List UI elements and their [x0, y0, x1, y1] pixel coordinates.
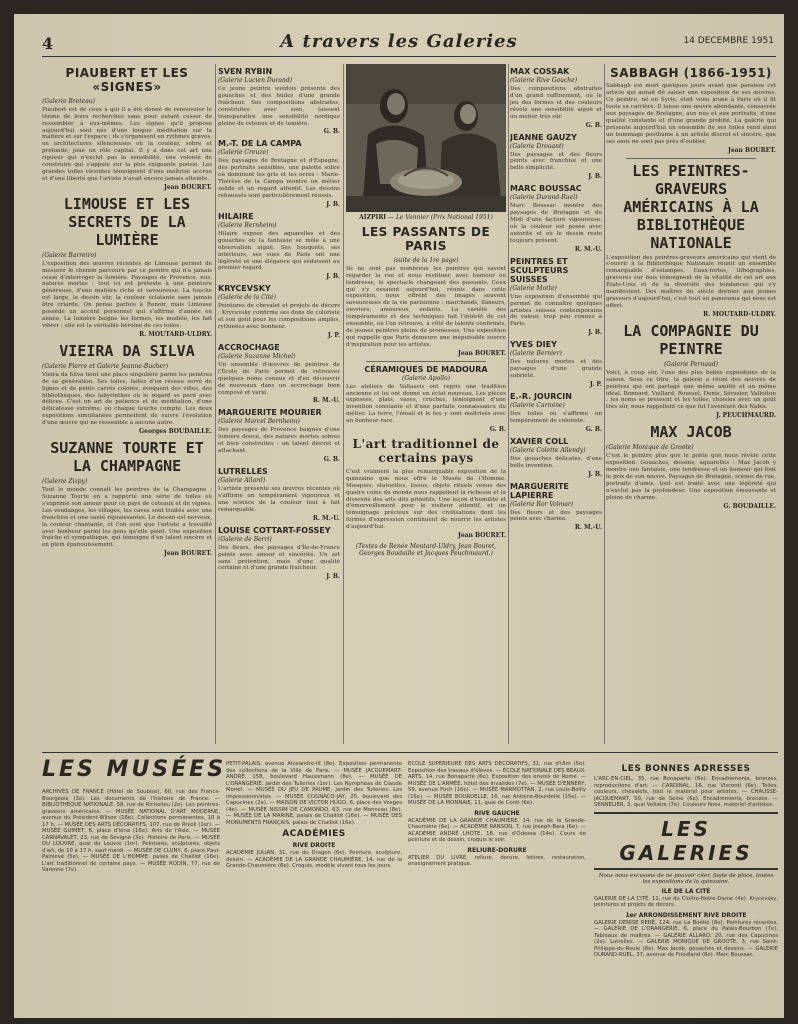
article-signature: G. B.	[489, 426, 506, 434]
article-signature: Georges BOUDAILLE.	[139, 428, 212, 436]
column-2	[218, 64, 340, 747]
article-signature: Jean BOURET.	[728, 146, 776, 154]
painting-illustration	[346, 64, 506, 212]
rive-gauche-listing: ACADÉMIE DE LA GRANDE CHAUMIÈRE, 14, rue de la Grande-Chaumière (6e). — ACADÉMIE RANSON, 7, rue Joseph-Bara (6e). — ACADÉMIE ANDRÉ LHOTE, 18, rue d'Odessa (14e). Cours de peinture et de dessin, croquis le soir.	[408, 817, 586, 843]
article-signature: J. PEUCHMAURD.	[716, 412, 776, 420]
article-gallery: (Galerie Monique de Groote)	[606, 444, 694, 452]
article-signature: Jean BOURET.	[458, 532, 506, 540]
notice-lutrelles	[218, 467, 340, 522]
issue-date: 14 DECEMBRE 1951	[683, 36, 774, 46]
article-body: Sabbagh est mort quelques jours avant que paraisse cet article qui aurait dû saluer une exposition de ses œuvres. Ce peintre, né en Syrie, était venu jeune à Paris où il fit toute sa carrière. Il laisse une œuvre abondante, consacrée aux paysages de Bretagne, aux nus et aux portraits, d'une qualité constante et d'une grande probité. La galerie qui présente aujourd'hui un ensemble de ses toiles rend ainsi un hommage posthume à un artiste discret et sincère, que ses amis ne sont pas près d'oublier.	[606, 83, 776, 145]
article-gallery: (Galerie Pierre et Galerie Jeanne-Bucher)	[42, 362, 169, 370]
newspaper-page	[14, 14, 784, 1018]
notice-signature: R. M.-U.	[312, 397, 340, 405]
notice-gallery: (Galerie Suzanne Michel)	[218, 352, 296, 360]
separator	[626, 158, 756, 159]
notice-body: L'artiste présente ses œuvres récentes où s'affirme un tempérament vigoureux et une science de la couleur tout à fait remarquable.	[218, 486, 340, 513]
notice-title: PEINTRES ET SCULPTEURS SUISSES	[510, 256, 569, 284]
article-peintres-graveurs	[606, 162, 776, 318]
notice-signature: G. B.	[585, 121, 602, 129]
article-body: Tout le monde connaît les peintres de la Champagne ; Suzanne Tourte en a rapporté une série de toiles où s'exprime son amour pour ce pays de coteaux et de vignes. Les vendanges, les villages, les caves sont traités avec une franchise et une santé réjouissantes. Le dessin est nerveux, la couleur chantante, et l'on sent que l'artiste a travaillé avec bonheur parmi les gens qu'elle peint. Une exposition fraîche et sympathique, qui témoigne d'un talent sincère et en plein épanouissement.	[42, 487, 212, 549]
academies-listing: ACADÉMIE JULIAN, 31, rue du Dragon (6e). Peinture, sculpture, dessin. — ACADÉMIE DE LA GRANDE CHAUMIÈRE, 14, rue de la Grande-Chaumière (6e). Croquis, modèle vivant tous les jours.	[226, 850, 402, 869]
notice-title: E.-R. JOURCIN	[510, 391, 572, 401]
arrondissement-listing: GALERIE DENISE RENÉ, 124, rue La Boétie (8e). Peintures récentes. — GALERIE DE L'ORANGERIE, 6, place du Palais-Bourbon (7e). Tableaux de maîtres. — GALERIE ALLARD, 20, rue des Capucines (2e). Lutrelles. — GALERIE MONIQUE DE GROOTE, 3, rue Saint-Philippe-du-Roule (8e). Max Jacob, gouaches et dessins. — GALERIE DURAND-RUEL, 37, avenue de Friedland (8e). Marc Boussac.	[594, 919, 778, 958]
bonnes-adresses-title: LES BONNES ADRESSES	[621, 764, 751, 774]
article-suzanne-tourte	[42, 439, 212, 557]
notice-gallery: (Galerie Bernheim)	[218, 221, 277, 229]
notice-signature: G. B.	[585, 425, 602, 433]
notice-body: Des paysages et des fleurs peints avec franchise et une belle simplicité.	[510, 151, 602, 172]
notice-signature: R. M.-U.	[312, 514, 340, 522]
reliure-listing: ATELIER DU LIVRE, reliure, dorure, lettres, restauration, enseignement pratique.	[408, 854, 586, 867]
article-body: Voici, à coup sûr, l'une des plus belles expositions de la saison. Sous ce titre, la galerie a réuni des œuvres de peintres qui ont partagé une même amitié et un même idéal. Bonnard, Vuillard, Roussel, Denis, Sérusier, Vallotton : les noms se pressent et les toiles, choisies avec un goût très sûr, nous rappellent ce que fut l'aventure des Nabis.	[606, 369, 776, 411]
notice-max-cossak	[510, 67, 602, 129]
notice-body: Peintures de chevalet et projets de décors : Krycevsky confirme ses dons de coloriste et son goût pour les compositions amples, rythmées avec bonheur.	[218, 303, 340, 331]
notice-marc-boussac	[510, 184, 602, 252]
notice-body: Des toiles où s'affirme un tempérament de coloriste.	[510, 410, 602, 424]
galeries-title: LES GALERIES	[619, 816, 753, 865]
notice-title: ACCROCHAGE	[218, 342, 280, 352]
header-rule	[42, 56, 776, 57]
notice-signature: G. B.	[323, 456, 340, 464]
article-gallery: (Galerie Zizpy)	[42, 478, 88, 486]
notice-signature: J. B.	[326, 273, 340, 281]
article-signature: R. MOUTARD-ULDRY.	[703, 310, 776, 318]
notice-title: KRYCEVSKY	[218, 284, 271, 294]
painting-caption	[346, 214, 506, 221]
article-gallery: (Galerie Pernaud)	[663, 360, 719, 368]
column-3	[346, 64, 506, 747]
notice-body: Des paysages de Provence baignés d'une lumière douce, des natures mortes sobres et bien construites : un talent discret et attachant.	[218, 427, 340, 455]
notice-signature: J. B.	[326, 200, 340, 208]
notice-title: SVEN RYBIN	[218, 67, 273, 76]
notice-marguerite-lapierre	[510, 482, 602, 532]
notice-gallery: (Galerie Lucien Durand)	[218, 77, 293, 84]
notice-gallery: (Galerie Carmine)	[510, 401, 565, 409]
notice-gallery: (Galerie de Berri)	[218, 535, 272, 543]
article-body: Ils ne sont pas nombreux les peintres qui savent regarder la rue et nous restituer, avec humour ou tendresse, le spectacle changeant des passants. Ceux qui s'y essaient aujourd'hui, réunis dans cette exposition, nous offrent des images souvent savoureuses de la vie parisienne : marchands, flâneurs, ouvriers, amoureux, enfants. La variété des tempéraments et des techniques fait l'intérêt de cet ensemble, où l'on retrouve, à côté de talents confirmés, de jeunes peintres pleins de promesses. Une exposition qui rappelle que Paris demeure une inépuisable source d'inspiration pour les artistes.	[346, 265, 506, 348]
ile-de-la-cite-title: ILE DE LA CITÉ	[661, 887, 711, 895]
article-gallery: (Galerie Breteau)	[42, 97, 95, 105]
notice-yves-diey	[510, 340, 602, 388]
notice-gallery: (Galerie Durand-Ruel)	[510, 194, 578, 202]
notice-marguerite-mourier	[218, 408, 340, 463]
notice-signature: J. B.	[326, 573, 340, 581]
musees-listing: ARCHIVES DE FRANCE (Hôtel de Soubise), 60, rue des Francs-Bourgeois (3e). Les documents de l'histoire de France. — BIBLIOTHÈQUE NATIONALE, 58, rue de Richelieu (2e). Les peintres-graveurs américains. — MUSÉE NATIONAL D'ART MODERNE, avenue du Président-Wilson (16e). Collections permanentes, 10 à 17 h. — MUSÉE DES ARTS DÉCORATIFS, 107, rue de Rivoli (1er). — MUSÉE GUIMET, 6, place d'Iéna (16e). Arts de l'Asie. — MUSÉE CARNAVALET, 23, rue de Sévigné (3e). Histoire de Paris. — MUSÉE DU LOUVRE, quai du Louvre (1er). Peintures, sculptures, objets d'art, de 10 à 17 h, sauf mardi. — MUSÉE DE CLUNY, 6, place Paul-Painlevé (5e). — MUSÉE DE L'HOMME, palais de Chaillot (16e). L'art traditionnel de certains pays. — MUSÉE RODIN, 77, rue de Varenne (7e).	[42, 789, 220, 873]
article-piaubert	[42, 66, 212, 191]
article-title: VIEIRA DA SILVA	[59, 341, 195, 360]
notice-title: MARGUERITE MOURIER	[218, 408, 322, 418]
musees-title: LES MUSÉES	[42, 757, 227, 782]
authors-note: (Textes de Renée Moutard-Uldry, Jean Bouret, Georges Boudaille et Jacques Peuchmaurd.)	[355, 543, 497, 558]
article-max-jacob	[606, 423, 776, 509]
page-number: 4	[42, 34, 54, 53]
article-title: SUZANNE TOURTE ET LA CHAMPAGNE	[50, 439, 204, 476]
notice-body: Marc Boussac montre des paysages de Bretagne et du Midi d'une facture vigoureuse, où la couleur est posée avec autorité et où le dessin reste toujours présent.	[510, 203, 602, 244]
notice-de-la-campa	[218, 139, 340, 207]
page-header	[14, 14, 784, 53]
article-title: CÉRAMIQUES DE MADOURA	[364, 364, 488, 374]
article-signature: Jean BOURET.	[164, 550, 212, 558]
article-gallery: (Galerie Barreiro)	[42, 251, 97, 259]
column-4	[510, 64, 602, 747]
notice-signature: J. P.	[589, 380, 602, 388]
notice-body: Une exposition d'ensemble qui permet de connaître quelques artistes suisses contemporains de valeur, trop peu connus à Paris.	[510, 293, 602, 328]
article-body: L'exposition des œuvres récentes de Limouse permet de mesurer le chemin parcouru par ce peintre qui n'a jamais cessé d'interroger la lumière. Paysages de Provence, nus, natures mortes : tout ici est prétexte à une peinture généreuse, d'une matière riche et savoureuse. La touche est large, le dessin sûr, la couleur éclatante sans jamais être criarde. On pense parfois à Renoir, mais Limouse possède un accent personnel qui s'affirme d'année en année. La lumière baigne les formes, les modèle, les fait vibrer ; elle est la véritable héroïne de ces toiles.	[42, 260, 212, 329]
notice-body: Des gouaches délicates, d'une belle invention.	[510, 455, 602, 469]
column-divider	[604, 64, 605, 744]
ile-de-la-cite-listing: GALERIE DE LA CITÉ, 11, rue du Cloître-Notre-Dame (4e). Krycevsky, peintures et projets de décors.	[594, 895, 778, 908]
article-body: Les ateliers de Vallauris ont repris une tradition ancienne et lui ont donné un éclat nouveau. Les pièces exposées, plats, vases, cruches, témoignent d'une invention constante et d'une parfaite connaissance du métier. La terre, l'émail et le feu y sont maîtrisés avec un bonheur rare.	[346, 383, 506, 425]
reliure-title: RELIURE-DORURE	[467, 846, 527, 854]
notice-krycevsky	[218, 284, 340, 339]
notice-gallery: (Galerie Colette Allendy)	[510, 446, 586, 454]
musees-listing: ÉCOLE SUPÉRIEURE DES ARTS DÉCORATIFS, 31, rue d'Ulm (5e). Exposition des travaux d'élèves. — ÉCOLE NATIONALE DES BEAUX-ARTS, 14, rue Bonaparte (6e). Exposition des envois de Rome. — MUSÉE DE L'ARMÉE, hôtel des Invalides (7e). — MUSÉE D'ENNERY, 59, avenue Foch (16e). — MUSÉE MARMOTTAN, 2, rue Louis-Boilly (16e). — MUSÉE BOURDELLE, 16, rue Antoine-Bourdelle (15e). — MUSÉE DE LA MONNAIE, 11, quai de Conti (6e).	[408, 761, 586, 806]
notice-signature: R. M.-U.	[574, 524, 602, 532]
listings-column-3	[408, 761, 586, 1013]
arrondissement-title: 1er ARRONDISSEMENT RIVE DROITE	[625, 911, 747, 919]
notice-title: HILAIRE	[218, 211, 254, 221]
notice-jeanne-gauzy	[510, 133, 602, 181]
article-title: LA COMPAGNIE DU PEINTRE	[623, 321, 759, 358]
column-divider	[343, 64, 344, 744]
article-body: Piaubert est de ceux à qui il a été donné de renouveler le thème de leurs recherches sans pour autant cesser de ressembler à eux-mêmes. Les signes qu'il propose aujourd'hui sont nés d'une longue méditation sur la matière et sur l'espace ; ils s'organisent en rythmes graves, en architectures silencieuses où la couleur, sobre et profonde, joue un rôle capital. Il y a dans cet art une rigueur qui n'exclut pas la sensibilité, une volonté de construire qui s'appuie sur la plus exigeante poésie. Les grandes toiles récentes témoignent d'une maîtrise accrue et d'une liberté que l'artiste n'avait encore jamais atteinte.	[42, 106, 212, 182]
notice-signature: J. B.	[588, 173, 602, 181]
article-compagnie-du-peintre	[606, 322, 776, 419]
painting-image	[346, 64, 506, 212]
caption-title: — Le Vannier (Prix National 1951)	[388, 214, 493, 221]
notice-gallery: (Galerie Bernier)	[510, 350, 562, 358]
rive-gauche-title: RIVE GAUCHE	[474, 809, 520, 817]
galeries-note: Nous nous excusons de ne pouvoir citer, faute de place, toutes les expositions de la quinzaine.	[598, 872, 774, 885]
column-1	[42, 64, 212, 747]
notice-body: Des fleurs et des paysages peints avec charme.	[510, 509, 602, 523]
column-5	[606, 64, 776, 747]
article-title: MAX JACOB	[650, 423, 732, 442]
notice-body: Des fleurs, des paysages d'Île-de-France peints avec amour et sincérité. Un art sans prétention, mais d'une qualité certaine et d'une grande fraîcheur.	[218, 544, 340, 572]
notice-gallery: (Galerie de la Cité)	[218, 294, 276, 302]
notice-title: XAVIER COLL	[510, 436, 569, 446]
listings-column-4	[594, 761, 778, 1013]
article-signature: G. BOUDAILLE.	[723, 502, 776, 510]
article-madoura	[346, 365, 506, 433]
notice-body: Un ensemble d'œuvres de peintres de l'École de Paris permet de retrouver quelques noms connus et d'en découvrir de nouveaux dans un accrochage bien composé et varié.	[218, 361, 340, 396]
notice-title: MARGUERITE LAPIERRE	[510, 481, 569, 500]
notice-gallery: (Galerie Marcel Bernheim)	[218, 418, 300, 426]
article-title: PIAUBERT ET LES «SIGNES»	[65, 66, 189, 95]
notice-peintres-suisses	[510, 257, 602, 337]
notice-signature: R. M.-U.	[574, 245, 602, 253]
article-limouse	[42, 195, 212, 338]
galeries-banner	[594, 812, 778, 870]
notice-title: MARC BOUSSAC	[510, 184, 582, 194]
notice-gallery: (Galerie Allard)	[218, 477, 266, 485]
article-signature: Jean BOURET.	[458, 349, 506, 357]
notice-gallery: (Galerie Motte)	[510, 284, 557, 292]
notice-gallery: (Galerie Drouant)	[510, 142, 564, 150]
listings-section	[42, 752, 778, 1014]
article-vieira-da-silva	[42, 342, 212, 435]
notice-body: Des natures mortes et des paysages d'une grande sobriété.	[510, 359, 602, 380]
notice-body: Des paysages de Bretagne et d'Espagne, des portraits sensibles, une palette sobre où dominent les gris et les ocres : Marie-Thérèse de la Campa montre un métier solide et un regard attentif. Les dessins rehaussés sont particulièrement réussis.	[218, 158, 340, 199]
notice-title: LOUISE COTTART-FOSSEY	[218, 525, 331, 535]
bonnes-adresses-listing: L'ARC-EN-CIEL, 35, rue Bonaparte (6e). Encadrements, bronzes, reproductions d'art. — CARDINAL, 16, rue Visconti (6e). Toiles, couleurs, chevalets, tout le matériel pour artistes. — CHAUSSE-JACQUEMART, 50, rue de Seine (6e). Encadrements, bronzes. — SENNELIER, 3, quai Voltaire (7e). Couleurs fines, matériel d'artistes.	[594, 776, 778, 808]
notice-signature: J. B.	[588, 470, 602, 478]
article-signature: R. MOUTARD-ULDRY.	[139, 330, 212, 338]
article-title: LES PASSANTS DE PARIS	[361, 225, 491, 254]
notice-sven-rybin	[218, 67, 340, 135]
notice-body: Des compositions abstraites d'un grand raffinement, où le jeu des formes et des couleurs révèle une sensibilité aiguë et un métier très sûr.	[510, 86, 602, 120]
notice-signature: J. P.	[327, 331, 340, 339]
academies-subtitle: RIVE DROITE	[292, 842, 336, 849]
article-gallery: (Galerie Apollo)	[401, 374, 450, 382]
notice-title: LUTRELLES	[218, 467, 268, 477]
separator	[366, 361, 486, 362]
notice-gallery: (Galerie Creuze)	[218, 149, 269, 157]
notice-accrochage	[218, 343, 340, 405]
running-title: A travers les Galeries	[280, 31, 518, 52]
notice-gallery: (Galerie Rive Gauche)	[510, 77, 578, 84]
article-body: L'exposition des peintres-graveurs américains qui vient de s'ouvrir à la Bibliothèque Nationale réunit un ensemble remarquable d'estampes. Eaux-fortes, lithographies, gravures sur bois témoignent de la vitalité de cet art aux États-Unis et de la diversité des tendances qui s'y manifestent. Des maîtres du siècle dernier aux jeunes graveurs d'aujourd'hui, c'est tout un panorama qui nous est offert.	[606, 254, 776, 309]
notice-body: Ce jeune peintre suédois présente des gouaches et des huiles d'une grande fraîcheur. Ses compositions abstraites, construites avec soin, laissent transparaître une sensibilité nordique pleine de retenue et de lumière.	[218, 86, 340, 127]
notice-hilaire	[218, 212, 340, 280]
caption-artist: AIZPIRI	[359, 214, 387, 221]
article-art-traditionnel	[346, 437, 506, 539]
article-sabbagh	[606, 66, 776, 154]
notice-xavier-coll	[510, 437, 602, 478]
notice-signature: J. B.	[588, 329, 602, 337]
listings-column-2	[226, 761, 402, 1013]
notice-body: Hilaire expose des aquarelles et des gouaches où la fantaisie se mêle à une observation aiguë. Ses bouquets, ses intérieurs, ses vues de Paris ont une légèreté et une élégance qui séduisent au premier regard.	[218, 230, 340, 272]
notice-title: YVES DIEY	[510, 340, 557, 350]
notice-title: JEANNE GAUZY	[510, 132, 577, 142]
column-divider	[508, 64, 509, 744]
notice-jourcin	[510, 392, 602, 433]
article-title: LES PEINTRES-GRAVEURS AMÉRICAINS À LA BIBLIOTHÈQUE NATIONALE	[623, 161, 759, 252]
article-title: L'art traditionnel de certains pays	[352, 437, 500, 466]
article-body: C'est le peintre plus que le poète que nous révèle cette exposition. Gouaches, dessins, aquarelles : Max Jacob y montre une fantaisie, une tendresse et un humour qui font le prix de son œuvre. Paysages de Bretagne, scènes de rue, portraits d'amis, tout est traité avec une légèreté qui n'exclut pas la profondeur. Une exposition émouvante et pleine de charme.	[606, 453, 776, 501]
article-passants-de-paris	[346, 225, 506, 357]
notice-cottart-fossey	[218, 526, 340, 581]
article-body: C'est vraiment la plus remarquable exposition de la quinzaine que nous offre le Musée de l'Homme. Masques, statuettes, tissus, objets rituels venus des quatre coins du monde nous rappellent la richesse et la diversité des arts dits primitifs. Une leçon d'humilité et d'émerveillement pour le visiteur attentif, et un témoignage précieux sur des civilisations dont les formes d'expression continuent de nourrir les artistes d'aujourd'hui.	[346, 468, 506, 531]
article-title: LIMOUSE ET LES SECRETS DE LA LUMIÈRE	[63, 194, 191, 249]
column-divider	[215, 64, 216, 744]
academies-title: ACADÉMIES	[282, 829, 346, 839]
listings-column-1	[42, 789, 220, 1013]
notice-title: MAX COSSAK	[510, 67, 570, 76]
article-gallery: (suite de la 1re page)	[393, 256, 459, 264]
notice-gallery: (Galerie Ror Volmar)	[510, 500, 574, 508]
article-title: SABBAGH (1866-1951)	[610, 66, 772, 80]
article-signature: Jean BOURET.	[164, 183, 212, 191]
musees-listing: PETIT-PALAIS, avenue Alexandre-III (8e). Exposition permanente des collections de la Ville de Paris. — MUSÉE JACQUEMART-ANDRÉ, 158, boulevard Haussmann (8e). — MUSÉE DE L'ORANGERIE, jardin des Tuileries (1er). Les Nymphéas de Claude Monet. — MUSÉE DU JEU DE PAUME, jardin des Tuileries. Les impressionnistes. — MUSÉE COGNACQ-JAY, 25, boulevard des Capucines (2e). — MAISON DE VICTOR HUGO, 6, place des Vosges (4e). — MUSÉE NISSIM DE CAMONDO, 63, rue de Monceau (8e). — MUSÉE DE LA MARINE, palais de Chaillot (16e). — MUSÉE DES MONUMENTS FRANÇAIS, palais de Chaillot (16e).	[226, 761, 402, 826]
notice-title: M.-T. DE LA CAMPA	[218, 139, 302, 149]
notice-signature: G. B.	[323, 128, 340, 136]
article-body: Vieira da Silva tient une place singulière parmi les peintres de sa génération. Ses toiles, faites d'un réseau serré de lignes et de petits carrés colorés, évoquent des villes, des bibliothèques, des labyrinthes où le regard se perd avec délices. C'est un art de patience et de méditation, d'une délicatesse extrême, où chaque touche compte. Les deux expositions simultanées permettent de suivre l'évolution d'une œuvre qui ne ressemble à aucune autre.	[42, 371, 212, 427]
